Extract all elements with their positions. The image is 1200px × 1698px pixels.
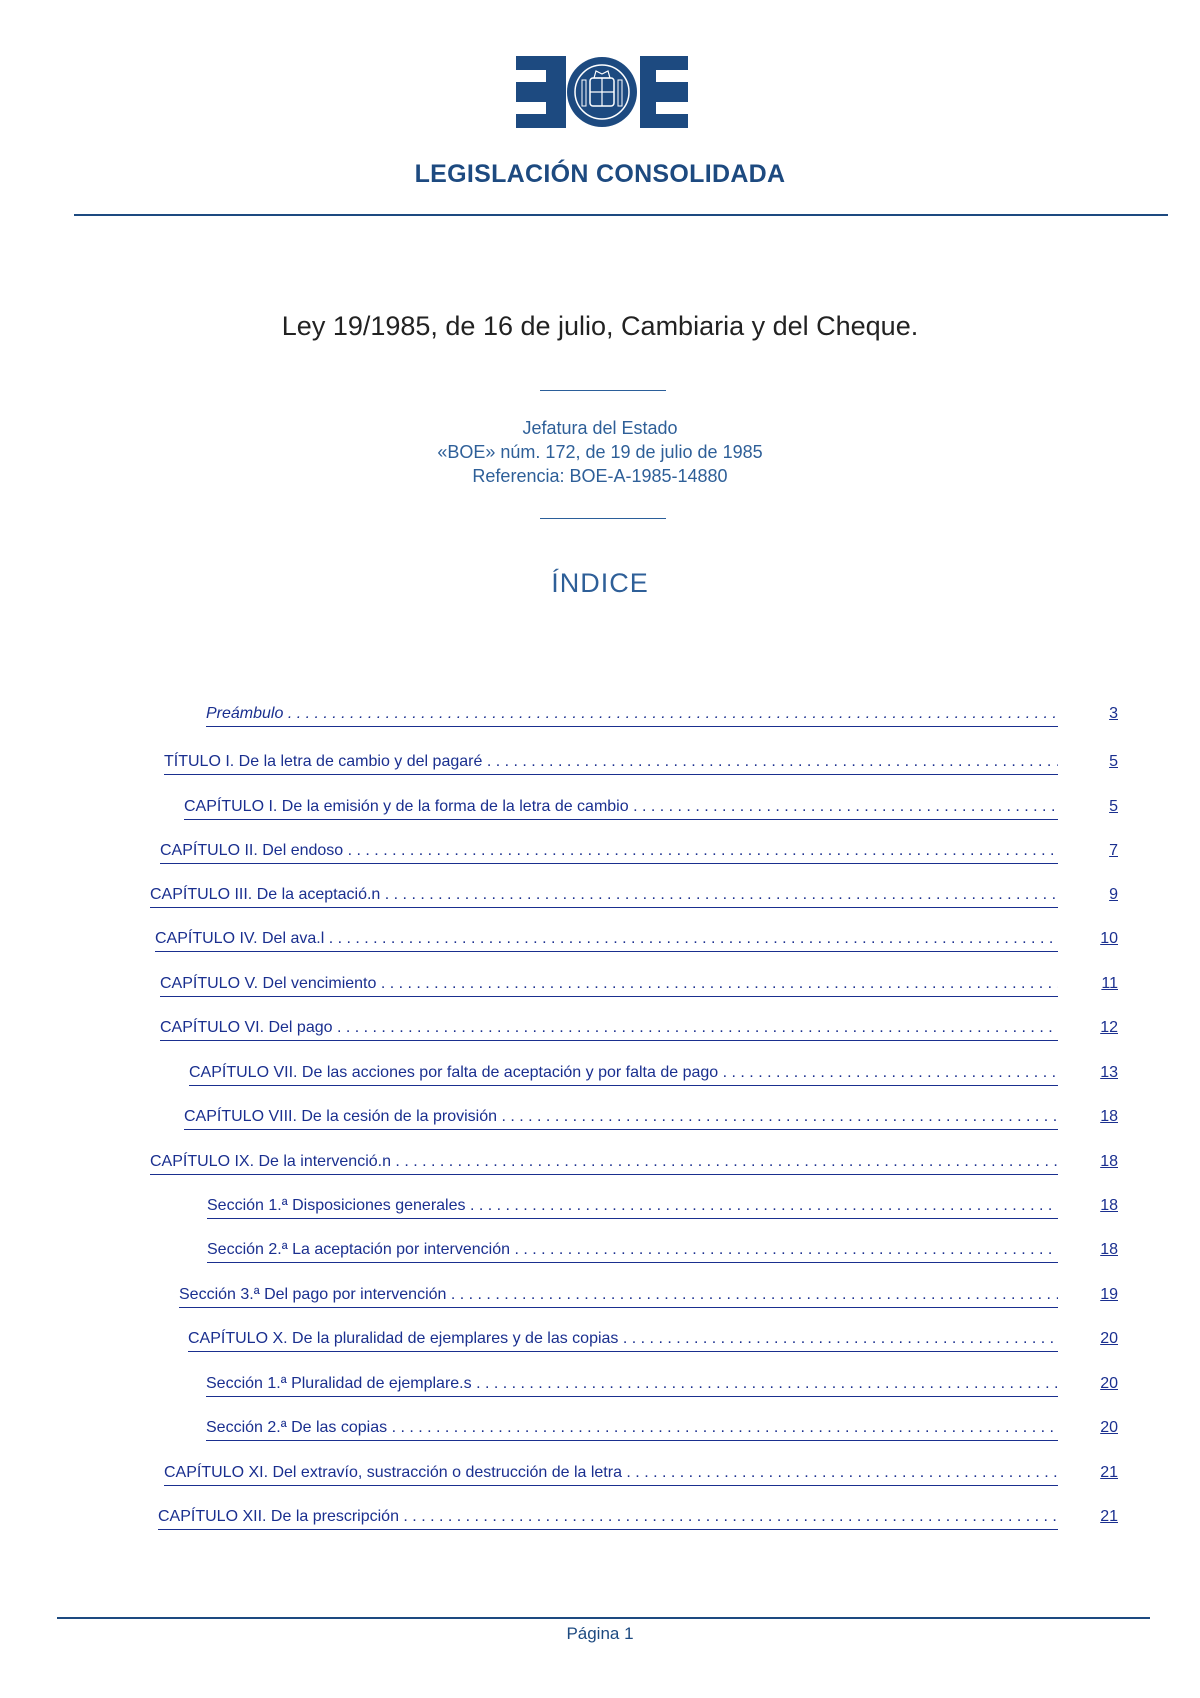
toc-entry-link[interactable]: Sección 1.ª Disposiciones generales . . . [207,1194,1058,1219]
toc-page-number[interactable]: 18 [1100,1197,1118,1214]
toc-page-number[interactable]: 11 [1101,975,1118,992]
toc-entry [0,1327,1200,1351]
boe-logo [516,56,688,128]
index-title: ÍNDICE [551,568,649,598]
toc-entry-link[interactable]: Sección 2.ª De las copias . . . [206,1416,1058,1441]
toc-entry-link[interactable]: CAPÍTULO VIII. De la cesión de la provisión . . . [184,1105,1058,1130]
toc-entry-link[interactable]: CAPÍTULO IX. De la intervenció.n . . . [150,1150,1058,1175]
toc-page-number[interactable]: 9 [1109,886,1118,903]
toc-entry [0,1505,1200,1529]
toc-entry [0,1105,1200,1129]
header-divider [74,214,1168,216]
toc-entry-link[interactable]: Sección 3.ª Del pago por intervención . . . [179,1283,1058,1308]
section-heading: LEGISLACIÓN CONSOLIDADA [414,160,786,188]
toc-entry [0,750,1200,774]
toc-entry-link[interactable]: CAPÍTULO I. De la emisión y de la forma de la letra de cambio . . . [184,795,1058,820]
toc-page-number[interactable]: 18 [1100,1241,1118,1258]
toc-entry [0,839,1200,863]
toc-page-number[interactable]: 19 [1100,1286,1118,1303]
issuer: Jefatura del Estado [522,418,678,438]
toc-page-number[interactable]: 21 [1100,1464,1118,1481]
toc-entry-link[interactable]: Preámbulo . . . [206,702,1058,727]
bulletin-number: «BOE» núm. 172, de 19 de julio de 1985 [437,442,763,462]
toc-entry [0,883,1200,907]
toc-page-number[interactable]: 3 [1109,705,1118,722]
toc-page-number[interactable]: 13 [1100,1064,1118,1081]
toc-entry [0,1416,1200,1440]
toc-page-number[interactable]: 21 [1100,1508,1118,1525]
toc-page-number[interactable]: 18 [1100,1108,1118,1125]
toc-entry [0,702,1200,726]
title-divider [540,390,666,391]
toc-entry [0,1461,1200,1485]
toc-page-number[interactable]: 20 [1100,1419,1118,1436]
toc-entry-link[interactable]: Sección 2.ª La aceptación por intervención . . . [207,1238,1058,1263]
toc-page-number[interactable]: 10 [1100,930,1118,947]
toc-page-number[interactable]: 5 [1109,753,1118,770]
toc-entry [0,972,1200,996]
reference-code: Referencia: BOE-A-1985-14880 [472,466,728,486]
toc-entry-link[interactable]: CAPÍTULO VI. Del pago . . . [160,1016,1058,1041]
toc-entry [0,1238,1200,1262]
document-metadata [0,416,1200,488]
document-title: Ley 19/1985, de 16 de julio, Cambiaria y del Cheque. [281,311,919,341]
toc-entry [0,1150,1200,1174]
toc-entry-link[interactable]: CAPÍTULO X. De la pluralidad de ejemplares y de las copias . . . [188,1327,1058,1352]
toc-entry-link[interactable]: CAPÍTULO VII. De las acciones por falta de aceptación y por falta de pago . . . [189,1061,1058,1086]
page-number: Página 1 [566,1624,634,1643]
toc-page-number[interactable]: 5 [1109,798,1118,815]
toc-entry [0,1016,1200,1040]
toc-entry-link[interactable]: CAPÍTULO V. Del vencimiento . . . [160,972,1058,997]
metadata-divider [540,518,666,519]
toc-entry-link[interactable]: CAPÍTULO III. De la aceptació.n . . . [150,883,1058,908]
toc-entry [0,795,1200,819]
toc-entry [0,927,1200,951]
toc-page-number[interactable]: 7 [1109,842,1118,859]
toc-entry-link[interactable]: Sección 1.ª Pluralidad de ejemplare.s . . . [206,1372,1058,1397]
toc-entry-link[interactable]: CAPÍTULO II. Del endoso . . . [160,839,1058,864]
toc-page-number[interactable]: 20 [1100,1375,1118,1392]
toc-page-number[interactable]: 20 [1100,1330,1118,1347]
toc-page-number[interactable]: 12 [1100,1019,1118,1036]
toc-entry [0,1372,1200,1396]
toc-entry-link[interactable]: TÍTULO I. De la letra de cambio y del pagaré . . . [164,750,1058,775]
toc-entry-link[interactable]: CAPÍTULO IV. Del ava.l . . . [155,927,1058,952]
toc-page-number[interactable]: 18 [1100,1153,1118,1170]
toc-entry [0,1194,1200,1218]
toc-entry-link[interactable]: CAPÍTULO XII. De la prescripción . . . [158,1505,1058,1530]
toc-entry [0,1061,1200,1085]
footer-divider [57,1617,1150,1619]
toc-entry-link[interactable]: CAPÍTULO XI. Del extravío, sustracción o destrucción de la letra . . . [164,1461,1058,1486]
toc-entry [0,1283,1200,1307]
